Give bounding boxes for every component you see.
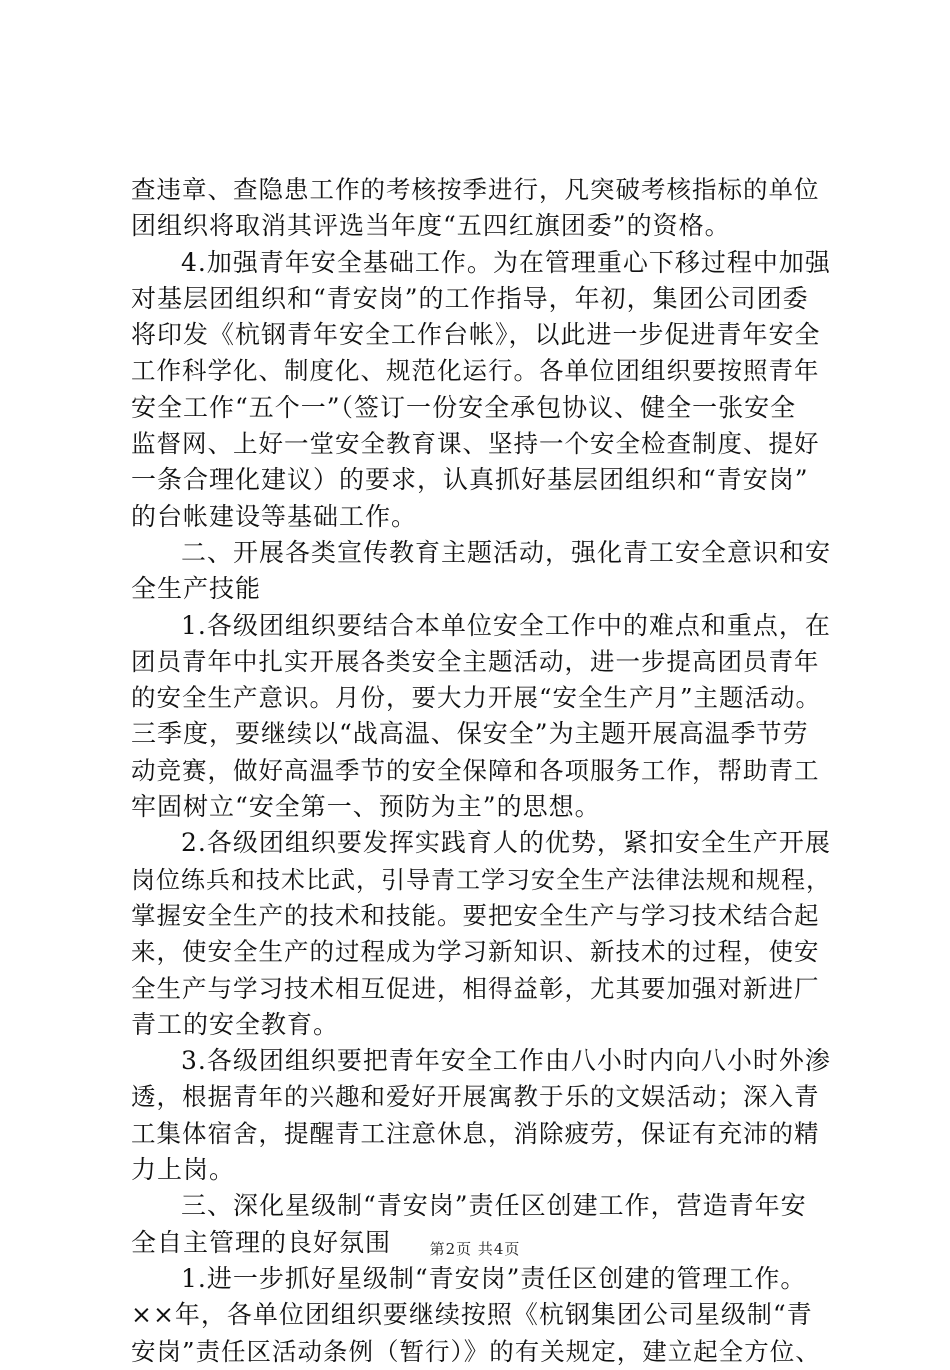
text-line: 力上岗。 [131, 1155, 236, 1185]
text-line: 动竞赛，做好高温季节的安全保障和各项服务工作，帮助青工 [131, 755, 820, 785]
text-line: 青工的安全教育。 [131, 1009, 340, 1039]
text-line: 安全工作“五个一”（签订一份安全承包协议、健全一张安全 [131, 392, 797, 422]
text-line: 2.各级团组织要发挥实践育人的优势，紧扣安全生产开展 [181, 828, 831, 858]
text-line: 三季度，要继续以“战高温、保安全”为主题开展高温季节劳 [131, 719, 809, 749]
text-line: 1.进一步抓好星级制“青安岗”责任区创建的管理工作。 [181, 1263, 807, 1293]
text-line: 的台帐建设等基础工作。 [131, 501, 418, 531]
text-line: 一条合理化建议）的要求，认真抓好基层团组织和“青安岗” [131, 465, 809, 495]
text-line: 掌握安全生产的技术和技能。要把安全生产与学习技术结合起 [131, 900, 820, 930]
text-line: 团员青年中扎实开展各类安全主题活动，进一步提高团员青年 [131, 646, 820, 676]
text-line: 安岗”责任区活动条例（暂行）》的有关规定，建立起全方位、 [131, 1336, 821, 1366]
body-text [131, 172, 831, 1370]
text-line: 牢固树立“安全第一、预防为主”的思想。 [131, 792, 601, 822]
text-line: 全生产技能 [131, 574, 262, 604]
text-line: 查违章、查隐患工作的考核按季进行，凡突破考核指标的单位 [131, 175, 820, 204]
text-line: 透，根据青年的兴趣和爱好开展寓教于乐的文娱活动；深入青 [131, 1082, 820, 1112]
text-line: 全自主管理的良好氛围 [131, 1227, 392, 1257]
text-line: 3.各级团组织要把青年安全工作由八小时内向八小时外渗 [181, 1046, 831, 1076]
page-footer: 第2页 共4页 [429, 1240, 521, 1258]
text-line: 监督网、上好一堂安全教育课、坚持一个安全检查制度、提好 [131, 429, 820, 459]
text-line: 工集体宿舍，提醒青工注意休息，消除疲劳，保证有充沛的精 [131, 1118, 820, 1148]
text-line: ××年，各单位团组织要继续按照《杭钢集团公司星级制“青 [131, 1300, 813, 1330]
text-line: 的安全生产意识。月份，要大力开展“安全生产月”主题活动。 [131, 683, 822, 713]
text-line: 对基层团组织和“青安岗”的工作指导，年初，集团公司团委 [131, 283, 809, 313]
text-line: 将印发《杭钢青年安全工作台帐》，以此进一步促进青年安全 [131, 320, 821, 350]
text-line: 岗位练兵和技术比武，引导青工学习安全生产法律法规和规程， [131, 865, 831, 894]
text-line: 全生产与学习技术相互促进，相得益彰，尤其要加强对新进厂 [131, 973, 820, 1003]
text-line: 1.各级团组织要结合本单位安全工作中的难点和重点，在 [181, 610, 831, 640]
text-line: 团组织将取消其评选当年度“五四红旗团委”的资格。 [131, 211, 731, 241]
text-line: 4.加强青年安全基础工作。为在管理重心下移过程中加强 [181, 247, 831, 277]
text-line: 来，使安全生产的过程成为学习新知识、新技术的过程，使安 [131, 937, 820, 967]
text-line: 三、深化星级制“青安岗”责任区创建工作，营造青年安 [181, 1191, 807, 1221]
text-line: 工作科学化、制度化、规范化运行。各单位团组织要按照青年 [131, 356, 820, 386]
text-line: 二、开展各类宣传教育主题活动，强化青工安全意识和安 [181, 537, 832, 567]
